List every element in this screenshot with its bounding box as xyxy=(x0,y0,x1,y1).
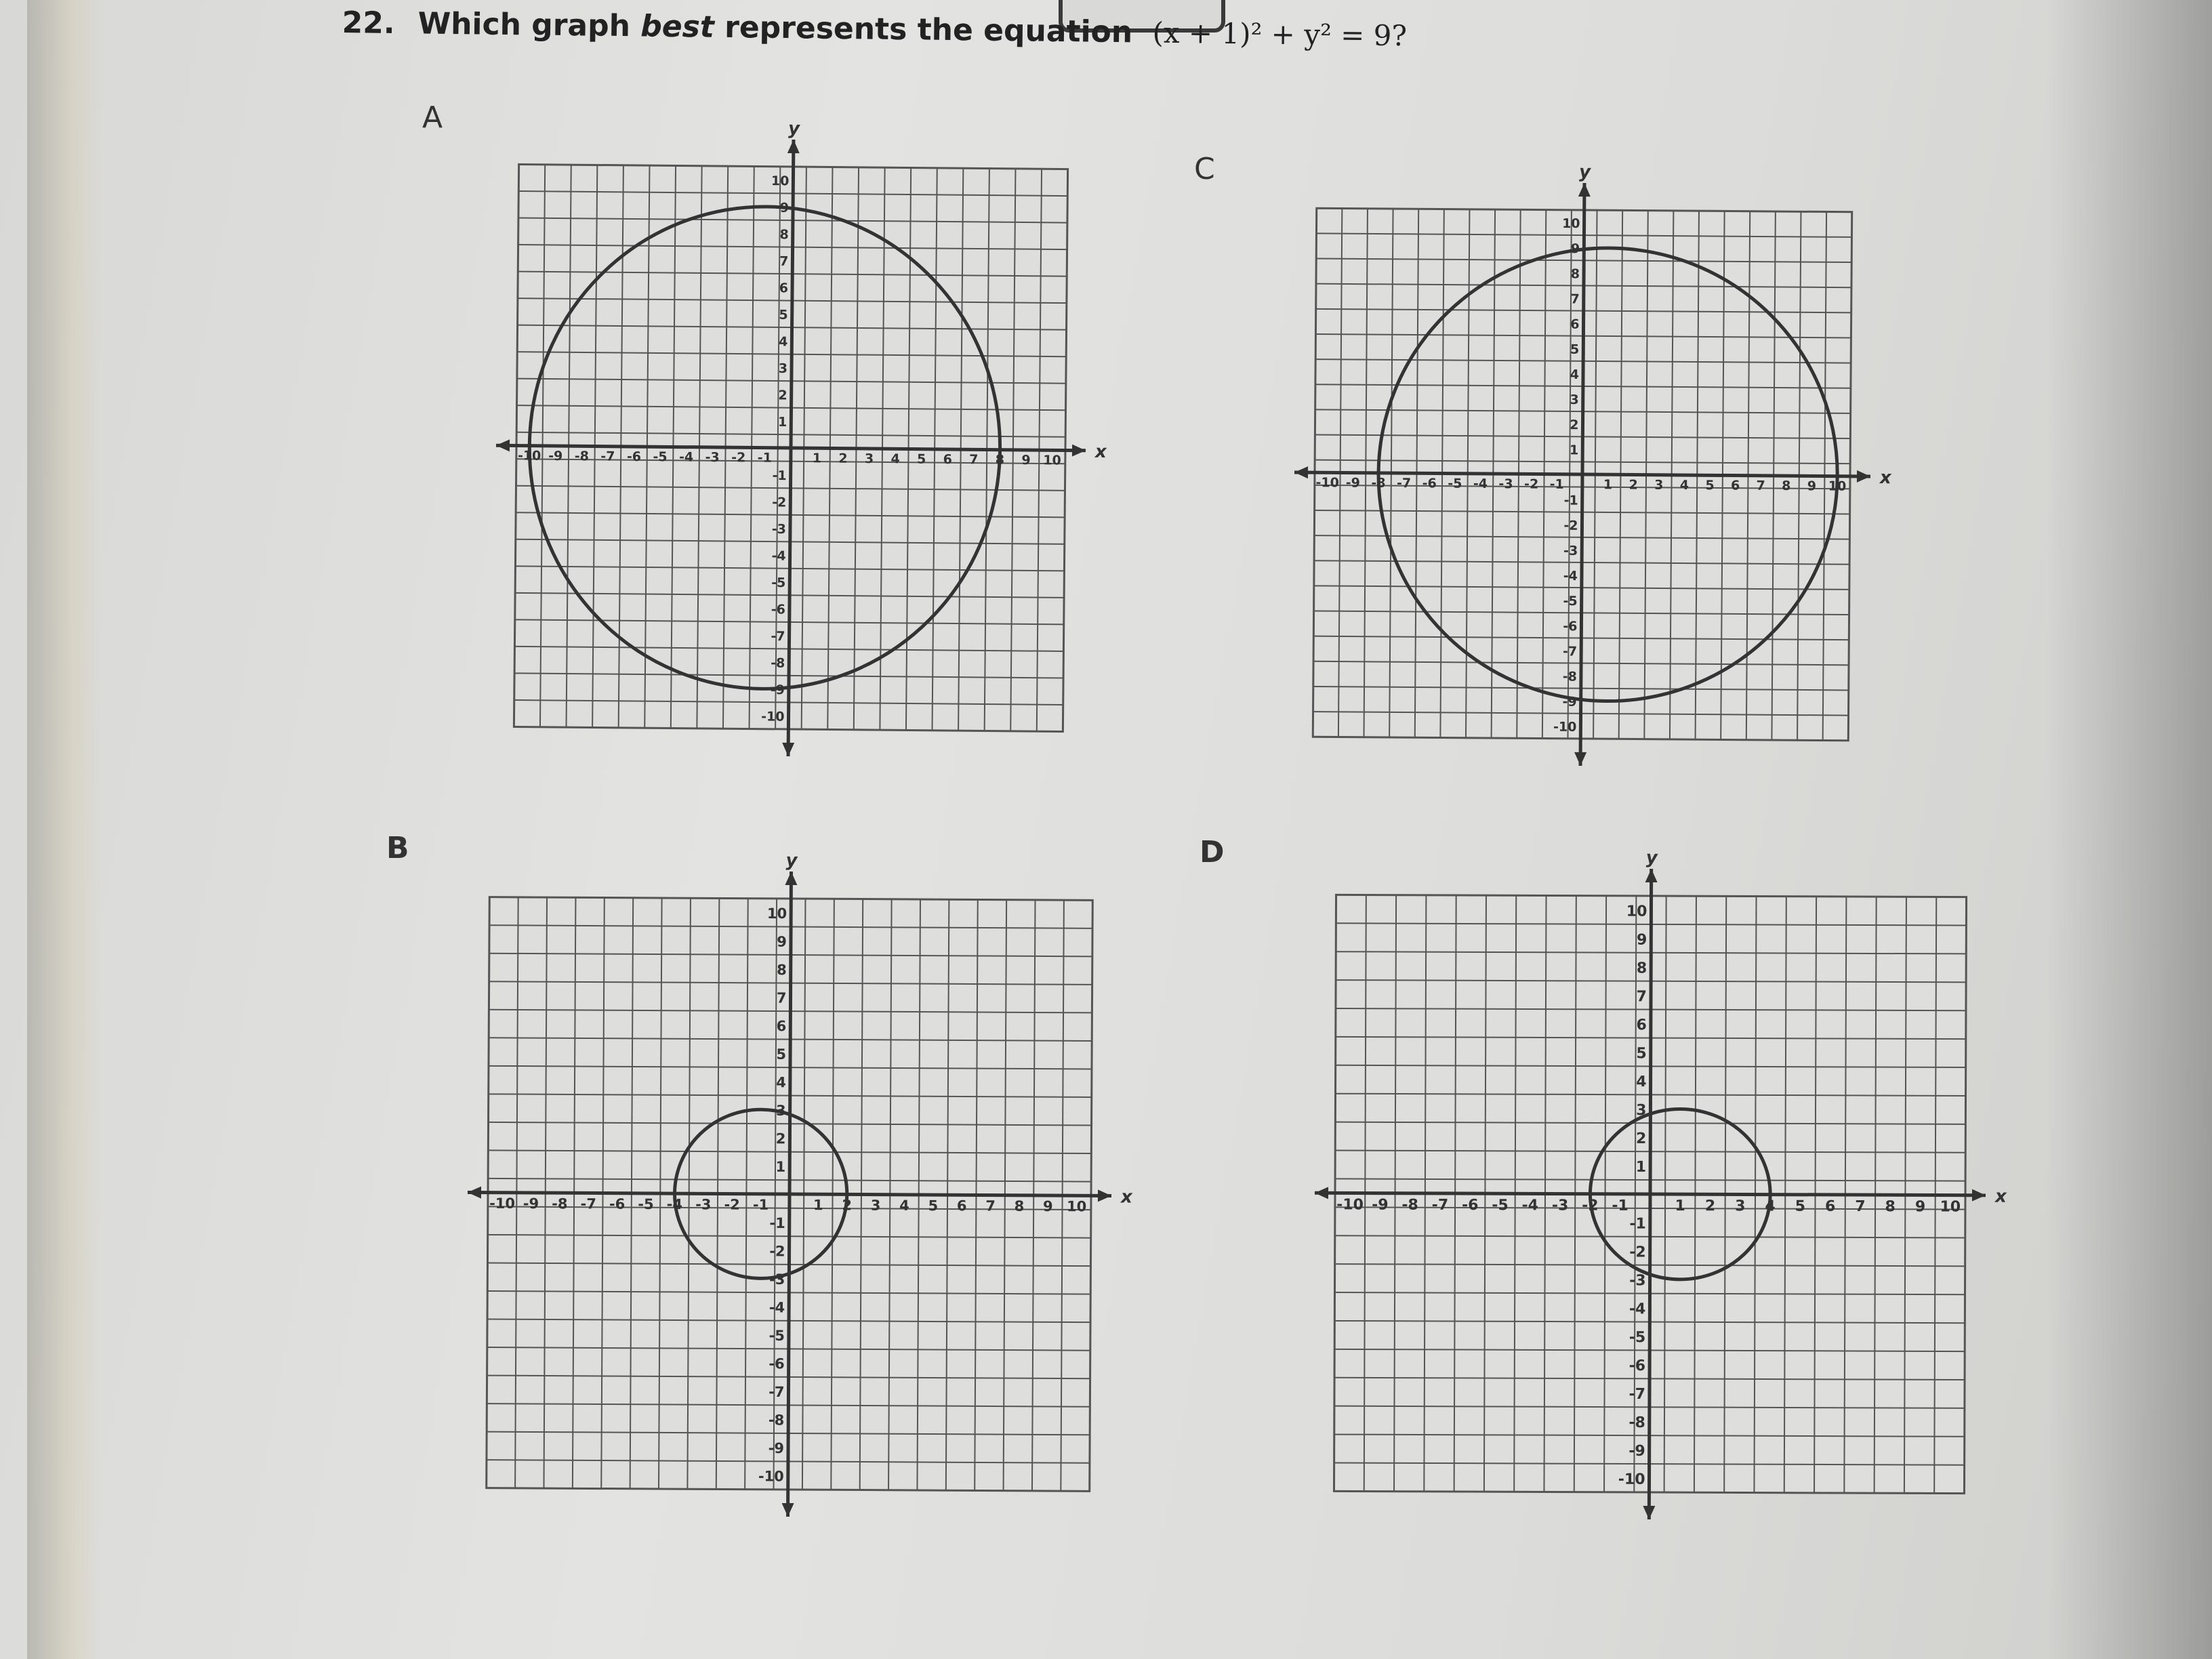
y-tick-label: -5 xyxy=(771,575,786,591)
y-tick-label: -10 xyxy=(758,1468,784,1485)
x-tick-label: 4 xyxy=(1679,478,1689,493)
x-tick-label: -7 xyxy=(1396,476,1412,491)
x-axis-arrow-icon xyxy=(1857,470,1870,483)
y-tick-label: 9 xyxy=(1636,931,1647,949)
y-tick-label: 7 xyxy=(1570,291,1580,307)
x-tick-label: 2 xyxy=(838,451,848,466)
y-tick-label: 4 xyxy=(779,334,788,350)
x-tick-label: -9 xyxy=(548,448,563,464)
y-tick-label: -9 xyxy=(770,682,785,698)
x-tick-label: -3 xyxy=(705,449,720,466)
graph-plot-group xyxy=(466,849,1135,1519)
y-tick-label: -10 xyxy=(1618,1471,1645,1488)
y-tick-label: -2 xyxy=(1563,518,1578,533)
x-tick-label: 7 xyxy=(1855,1198,1866,1216)
y-tick-label: 8 xyxy=(1570,266,1580,282)
y-axis-name: y xyxy=(1579,161,1591,183)
x-tick-label: 9 xyxy=(1914,1198,1926,1216)
x-tick-label: 9 xyxy=(1021,452,1031,468)
x-tick-label: -4 xyxy=(678,449,694,465)
x-tick-label: -6 xyxy=(626,449,642,465)
x-tick-label: -1 xyxy=(752,1196,769,1213)
y-tick-label: 5 xyxy=(1570,342,1580,357)
x-tick-label: 2 xyxy=(842,1197,853,1214)
x-tick-label: -2 xyxy=(724,1196,740,1213)
y-axis-arrow-down-icon xyxy=(1643,1506,1655,1519)
y-axis-arrow-down-icon xyxy=(1574,752,1586,766)
y-tick-label: -4 xyxy=(771,548,786,564)
x-tick-label: -10 xyxy=(517,448,541,464)
graph-plot-group xyxy=(1313,846,2008,1521)
y-tick-label: -9 xyxy=(768,1439,785,1457)
x-axis-name: x xyxy=(1094,441,1107,463)
x-tick-label: -4 xyxy=(1521,1197,1539,1214)
y-tick-label: 6 xyxy=(779,281,789,296)
y-tick-label: -1 xyxy=(1563,493,1578,508)
x-tick-label: -10 xyxy=(1336,1196,1364,1214)
graph-plot-group xyxy=(493,116,1110,759)
y-tick-label: -8 xyxy=(771,655,785,671)
y-tick-label: -5 xyxy=(769,1327,785,1344)
y-tick-label: 5 xyxy=(1636,1045,1647,1063)
option-d-label[interactable]: D xyxy=(1200,835,1225,869)
y-axis xyxy=(1649,869,1651,1519)
option-a-label[interactable]: A xyxy=(422,100,443,135)
page-fold-edge xyxy=(27,0,102,1659)
x-tick-label: -1 xyxy=(757,450,772,466)
x-axis-arrow-icon xyxy=(1072,445,1086,457)
x-tick-label: -5 xyxy=(638,1195,654,1212)
y-tick-label: -9 xyxy=(1629,1442,1645,1460)
y-tick-label: 3 xyxy=(1636,1102,1647,1120)
y-tick-label: -1 xyxy=(1629,1215,1646,1233)
y-tick-label: 10 xyxy=(771,173,790,189)
x-axis-arrow-left-icon xyxy=(1294,466,1308,478)
y-tick-label: 2 xyxy=(775,1130,786,1147)
x-tick-label: 6 xyxy=(943,451,953,468)
x-tick-label: -4 xyxy=(666,1196,683,1213)
y-tick-label: 3 xyxy=(1570,392,1579,408)
x-tick-label: 2 xyxy=(1629,477,1638,493)
graph-option-c[interactable] xyxy=(1274,161,1898,783)
x-tick-label: 10 xyxy=(1828,478,1847,494)
y-tick-label: -6 xyxy=(771,602,786,617)
x-tick-label: -5 xyxy=(1448,476,1462,491)
x-tick-label: -8 xyxy=(1371,475,1386,491)
y-tick-label: -6 xyxy=(1563,619,1578,634)
question-text-before: Which graph xyxy=(417,6,631,44)
y-axis-name: y xyxy=(787,118,800,140)
x-tick-label: 8 xyxy=(1885,1198,1896,1216)
y-tick-label: 8 xyxy=(777,962,787,979)
graph-option-d[interactable] xyxy=(1315,847,2007,1525)
x-tick-label: 8 xyxy=(1014,1197,1025,1214)
y-tick-label: 2 xyxy=(1635,1130,1647,1147)
x-tick-label: 4 xyxy=(899,1197,909,1214)
y-tick-label: -7 xyxy=(769,1383,785,1401)
x-tick-label: -8 xyxy=(1401,1196,1418,1214)
x-tick-label: 10 xyxy=(1067,1198,1087,1215)
x-tick-label: 5 xyxy=(928,1197,939,1214)
x-axis-name: x xyxy=(1994,1186,2007,1207)
y-tick-label: -7 xyxy=(1629,1386,1646,1404)
y-axis-name: y xyxy=(785,850,798,872)
x-axis-arrow-left-icon xyxy=(1315,1187,1328,1199)
y-tick-label: -4 xyxy=(769,1299,785,1316)
y-tick-label: -10 xyxy=(761,709,785,724)
y-tick-label: 3 xyxy=(778,361,788,376)
graph-plot-group xyxy=(1292,160,1894,768)
question-text-after: represents the equation xyxy=(724,9,1133,50)
x-tick-label: 9 xyxy=(1807,478,1817,494)
x-tick-label: 1 xyxy=(812,451,822,466)
graph-option-b[interactable] xyxy=(474,850,1132,1511)
x-axis-arrow-icon xyxy=(1972,1189,1986,1202)
x-tick-label: 5 xyxy=(1795,1197,1806,1215)
x-tick-label: 5 xyxy=(1705,478,1715,493)
y-tick-label: 1 xyxy=(1635,1158,1647,1176)
x-tick-label: 7 xyxy=(969,452,979,468)
x-tick-label: -10 xyxy=(489,1195,516,1212)
x-tick-label: -10 xyxy=(1315,475,1339,491)
y-tick-label: 8 xyxy=(1636,960,1647,977)
y-tick-label: -3 xyxy=(769,1271,785,1288)
x-tick-label: 3 xyxy=(1735,1197,1746,1215)
y-tick-label: -5 xyxy=(1563,594,1578,609)
y-tick-label: 7 xyxy=(776,989,787,1006)
y-tick-label: -1 xyxy=(769,1214,785,1231)
y-tick-label: -3 xyxy=(1563,543,1578,558)
y-tick-label: 10 xyxy=(766,905,787,922)
y-tick-label: 9 xyxy=(779,200,790,216)
y-tick-label: -8 xyxy=(768,1412,785,1429)
x-tick-label: 2 xyxy=(1704,1197,1716,1215)
x-tick-label: -9 xyxy=(523,1195,539,1212)
y-tick-label: -10 xyxy=(1553,719,1577,735)
y-tick-label: -7 xyxy=(771,629,785,644)
x-tick-label: -5 xyxy=(1492,1197,1509,1214)
y-tick-label: 2 xyxy=(1570,417,1579,433)
x-tick-label: -1 xyxy=(1612,1197,1629,1214)
y-tick-label: -8 xyxy=(1562,669,1577,684)
x-tick-label: -6 xyxy=(609,1195,626,1212)
x-tick-label: 1 xyxy=(813,1197,823,1214)
y-tick-label: 4 xyxy=(776,1074,786,1091)
x-tick-label: -6 xyxy=(1422,476,1437,491)
question-number: 22. xyxy=(342,5,395,41)
x-tick-label: -7 xyxy=(600,449,615,464)
y-tick-label: 2 xyxy=(778,388,787,403)
y-tick-label: 1 xyxy=(1569,443,1579,458)
y-tick-label: 4 xyxy=(1636,1073,1647,1091)
x-tick-label: -3 xyxy=(695,1196,712,1213)
y-tick-label: 3 xyxy=(775,1102,786,1119)
x-tick-label: 6 xyxy=(956,1197,967,1214)
y-tick-label: -5 xyxy=(1629,1329,1646,1347)
option-b-label[interactable]: B xyxy=(386,831,409,865)
y-tick-label: 1 xyxy=(775,1158,786,1175)
x-tick-label: -9 xyxy=(1372,1196,1389,1214)
y-tick-label: -6 xyxy=(769,1355,785,1372)
x-tick-label: -2 xyxy=(1582,1197,1599,1214)
question-text-emphasis: best xyxy=(640,9,715,45)
x-tick-label: -6 xyxy=(1461,1197,1479,1214)
y-tick-label: 7 xyxy=(1636,988,1647,1006)
y-tick-label: -1 xyxy=(772,468,787,484)
y-tick-label: -8 xyxy=(1629,1414,1645,1432)
y-tick-label: -3 xyxy=(771,521,787,537)
y-tick-label: -3 xyxy=(1629,1272,1646,1290)
x-tick-label: -9 xyxy=(1345,475,1360,491)
x-tick-label: 10 xyxy=(1043,453,1061,468)
graph-option-a[interactable] xyxy=(515,118,1107,783)
y-tick-label: -7 xyxy=(1562,644,1578,659)
question-equation: (x + 1)² + y² = 9? xyxy=(1152,16,1408,53)
x-tick-label: 6 xyxy=(1824,1197,1836,1215)
y-axis-name: y xyxy=(1645,847,1658,869)
x-tick-label: -2 xyxy=(1524,476,1539,492)
y-tick-label: -6 xyxy=(1629,1357,1646,1375)
x-tick-label: 3 xyxy=(864,451,874,467)
x-tick-label: -3 xyxy=(1498,476,1513,492)
x-tick-label: 7 xyxy=(1756,478,1765,493)
x-tick-label: -5 xyxy=(653,449,668,465)
x-tick-label: 8 xyxy=(995,452,1005,468)
x-tick-label: -7 xyxy=(580,1195,596,1212)
x-tick-label: 3 xyxy=(1654,477,1664,493)
x-tick-label: -7 xyxy=(1431,1196,1449,1214)
x-tick-label: 4 xyxy=(1765,1197,1776,1215)
x-axis-name: x xyxy=(1879,468,1891,489)
y-tick-label: 9 xyxy=(777,933,787,950)
x-tick-label: -8 xyxy=(574,449,589,464)
x-tick-label: 8 xyxy=(1782,478,1791,494)
y-tick-label: 4 xyxy=(1570,367,1580,382)
y-tick-label: 10 xyxy=(1626,903,1647,920)
x-tick-label: 10 xyxy=(1940,1198,1961,1216)
y-tick-label: 5 xyxy=(776,1046,787,1063)
y-tick-label: -9 xyxy=(1562,694,1577,710)
page-shadow xyxy=(2047,0,2212,1659)
x-tick-label: 6 xyxy=(1730,478,1740,493)
x-tick-label: -3 xyxy=(1551,1197,1569,1214)
x-tick-label: 4 xyxy=(890,451,900,467)
y-tick-label: -4 xyxy=(1563,568,1578,584)
x-tick-label: 3 xyxy=(870,1197,881,1214)
y-tick-label: 10 xyxy=(1562,216,1580,232)
y-tick-label: -4 xyxy=(1629,1300,1646,1318)
x-tick-label: 5 xyxy=(917,451,926,467)
option-c-label[interactable]: C xyxy=(1194,152,1215,186)
x-tick-label: -8 xyxy=(552,1195,568,1212)
x-tick-label: 1 xyxy=(1603,477,1613,493)
y-tick-label: 1 xyxy=(778,414,787,430)
y-tick-label: 6 xyxy=(776,1018,787,1035)
y-tick-label: 7 xyxy=(779,253,789,269)
y-tick-label: 6 xyxy=(1636,1017,1647,1034)
x-axis-name: x xyxy=(1120,1187,1132,1208)
y-tick-label: 8 xyxy=(779,227,789,243)
x-tick-label: 9 xyxy=(1042,1197,1053,1215)
x-tick-label: -4 xyxy=(1473,476,1488,492)
x-tick-label: -1 xyxy=(1549,476,1564,492)
y-tick-label: -2 xyxy=(772,495,787,510)
y-tick-label: 6 xyxy=(1570,316,1580,332)
y-axis-arrow-down-icon xyxy=(782,743,794,756)
x-tick-label: 1 xyxy=(1675,1197,1685,1215)
x-tick-label: 7 xyxy=(985,1197,996,1214)
y-tick-label: -2 xyxy=(769,1243,785,1260)
y-tick-label: 5 xyxy=(779,307,788,323)
y-tick-label: 9 xyxy=(1571,241,1580,257)
y-tick-label: -2 xyxy=(1629,1244,1646,1261)
x-tick-label: -2 xyxy=(731,450,746,466)
